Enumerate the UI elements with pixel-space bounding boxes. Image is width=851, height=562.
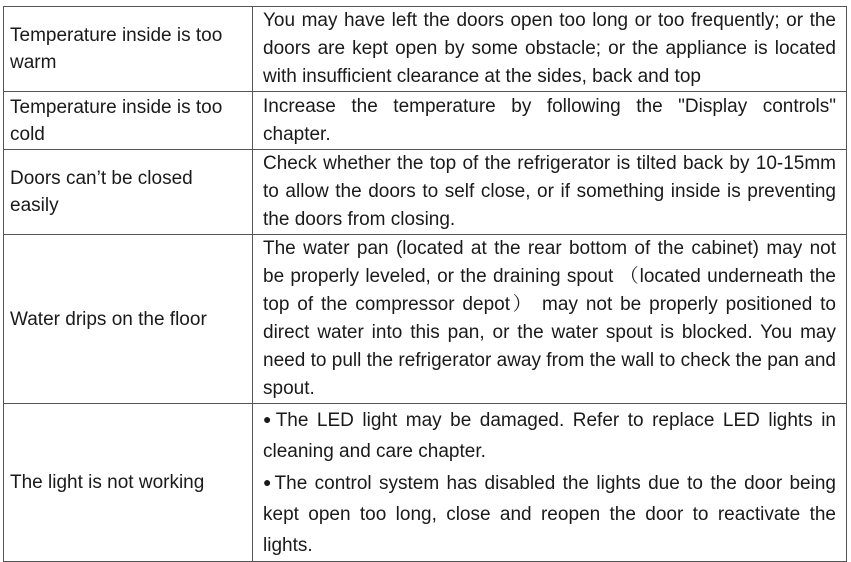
table-row (4, 7, 847, 92)
solution-bullet-item (263, 467, 836, 561)
bullet-icon: ● (263, 474, 274, 490)
table-row (4, 150, 847, 235)
bullet-icon: ● (263, 411, 275, 427)
table-row (4, 404, 847, 562)
problem-cell: Temperature inside is too warm (4, 7, 253, 92)
solution-cell: The water pan (located at the rear bottom of the cabinet) may not be properly leveled, or the draining spout （located underneath the top of the compressor depot） may not be properly positioned to direct water into this pan, or the water spout is blocked. You may need to pull the refrigerator away from the wall to check the pan and spout. (253, 235, 847, 404)
solution-cell (253, 404, 847, 562)
troubleshooting-table (3, 6, 847, 562)
bullet-text: The LED light may be damaged. Refer to replace LED lights in cleaning and care chapter. (263, 410, 836, 462)
solution-cell: Increase the temperature by following the "Display controls" chapter. (253, 92, 847, 150)
solution-bullet-item (263, 404, 836, 467)
table-row (4, 235, 847, 404)
table-row (4, 92, 847, 150)
problem-cell: Doors can’t be closed easily (4, 150, 253, 235)
problem-cell: The light is not working (4, 404, 253, 562)
solution-cell: Check whether the top of the refrigerator is tilted back by 10-15mm to allow the doors to self close, or if something inside is preventing the doors from closing. (253, 150, 847, 235)
bullet-text: The control system has disabled the lights due to the door being kept open too long, close and reopen the door to reactivate the lights. (263, 473, 836, 556)
problem-cell: Temperature inside is too cold (4, 92, 253, 150)
problem-cell: Water drips on the floor (4, 235, 253, 404)
solution-cell: You may have left the doors open too long or too frequently; or the doors are kept open by some obstacle; or the appliance is located with insufficient clearance at the sides, back and top (253, 7, 847, 92)
